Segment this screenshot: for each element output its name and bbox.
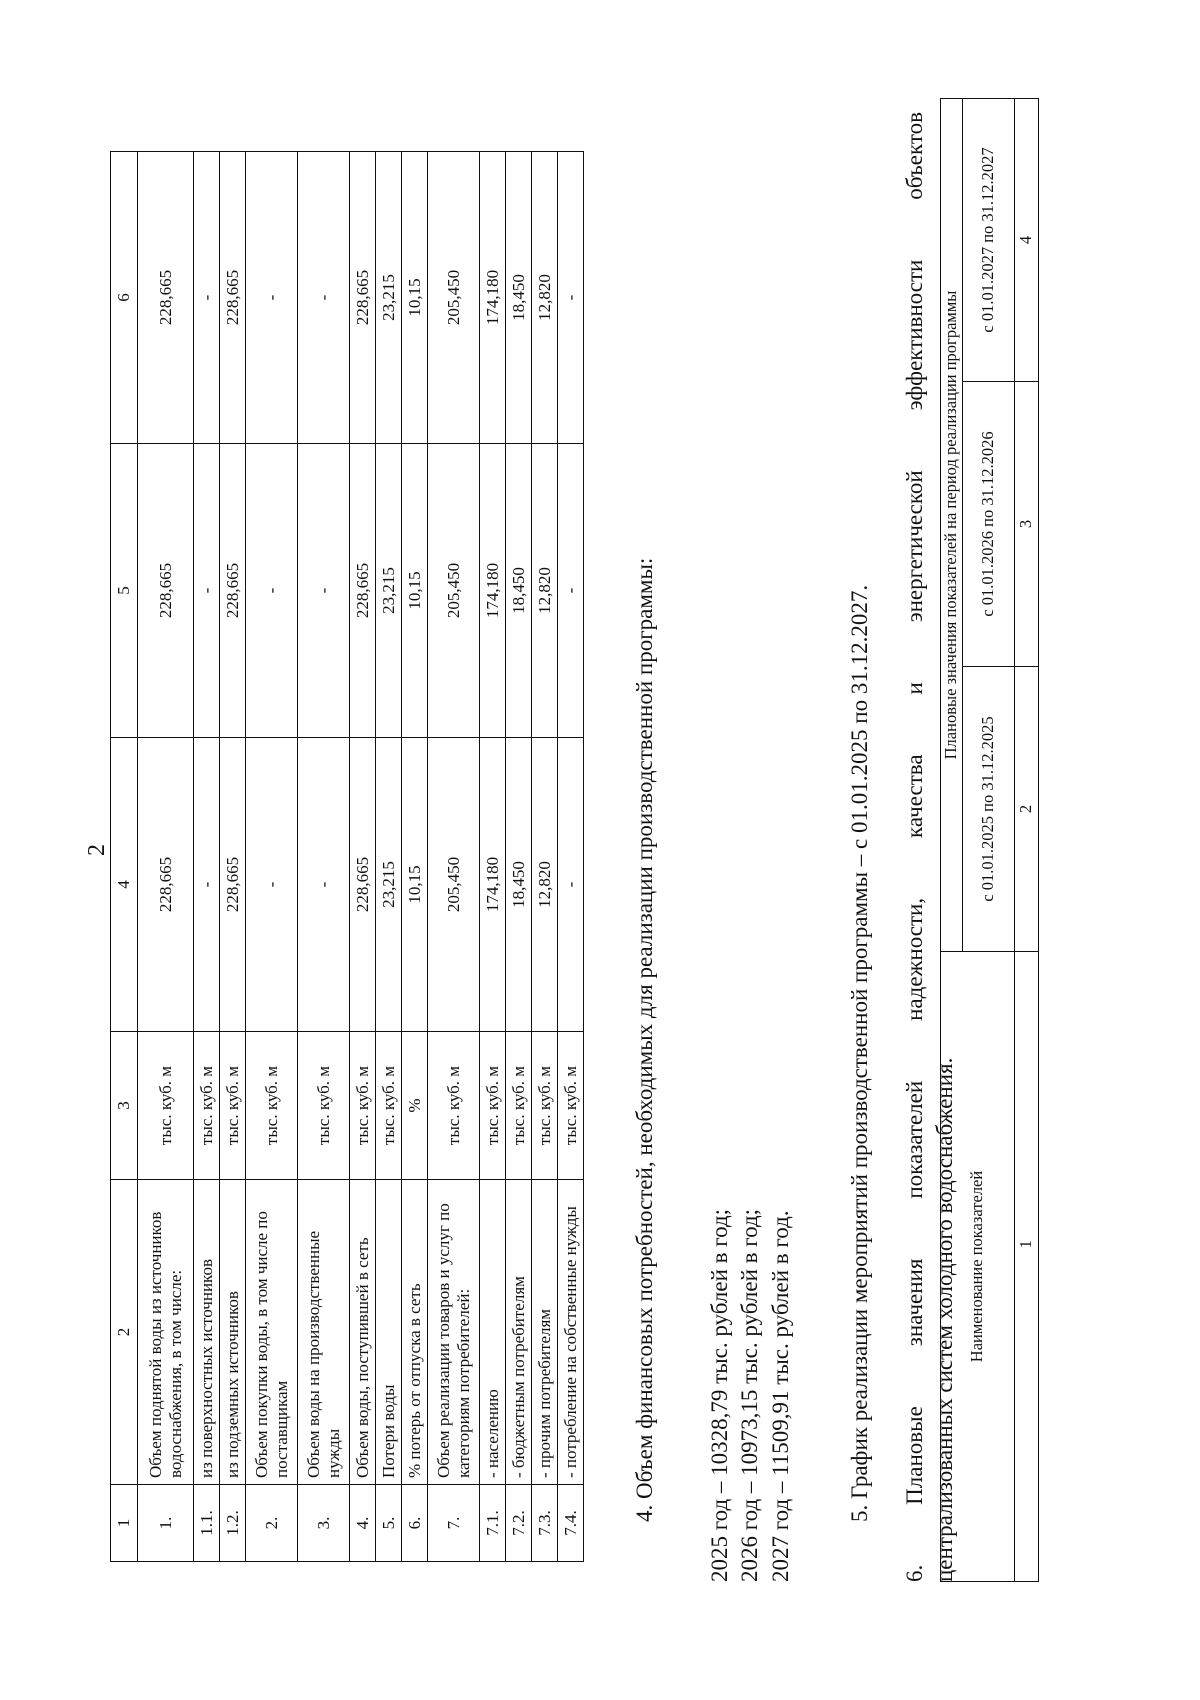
- unit-cell: тыс. куб. м: [532, 1032, 558, 1180]
- value-cell: 228,665: [350, 444, 376, 738]
- unit-cell: %: [402, 1032, 428, 1180]
- unit-cell: тыс. куб. м: [194, 1032, 220, 1180]
- indicator-name-cell: из подземных источников: [220, 1180, 246, 1485]
- financial-year-line: 2025 год – 10328,79 тыс. рублей в год;: [707, 1208, 732, 1582]
- row-number-cell: 2.: [246, 1485, 298, 1562]
- unit-cell: тыс. куб. м: [220, 1032, 246, 1180]
- value-cell: -: [298, 738, 350, 1032]
- indicator-name-cell: Объем реализации товаров и услуг по категориям потребителей:: [428, 1180, 480, 1485]
- header-cell: 2: [111, 1180, 138, 1485]
- value-cell: 174,180: [480, 444, 506, 738]
- unit-cell: тыс. куб. м: [376, 1032, 402, 1180]
- value-cell: 23,215: [376, 152, 402, 444]
- value-cell: -: [558, 152, 584, 444]
- table-row: [376, 152, 402, 1562]
- unit-cell: тыс. куб. м: [246, 1032, 298, 1180]
- table-row: [298, 152, 350, 1562]
- indicator-name-header: Наименование показателей: [941, 952, 1015, 1582]
- value-cell: 10,15: [402, 444, 428, 738]
- column-number-cell: 4: [1015, 98, 1039, 381]
- section-6-word: Плановые: [902, 1406, 927, 1505]
- unit-cell: тыс. куб. м: [138, 1032, 194, 1180]
- value-cell: 12,820: [532, 738, 558, 1032]
- table-row: [402, 152, 428, 1562]
- table-row: [532, 152, 558, 1562]
- indicator-name-cell: Объем покупки воды, в том числе по поставщикам: [246, 1180, 298, 1485]
- financial-needs-list: [705, 782, 796, 1582]
- indicator-name-cell: Объем воды, поступившей в сеть: [350, 1180, 376, 1485]
- row-number-cell: 6.: [402, 1485, 428, 1562]
- indicator-name-cell: - бюджетным потребителям: [506, 1180, 532, 1485]
- planned-values-group-header: Плановые значения показателей на период реализации программы: [941, 98, 963, 951]
- table-row: [350, 152, 376, 1562]
- table-row: [558, 152, 584, 1562]
- header-cell: 5: [111, 444, 138, 738]
- header-cell: 3: [111, 1032, 138, 1180]
- row-number-cell: 3.: [298, 1485, 350, 1562]
- indicator-name-cell: % потерь от отпуска в сеть: [402, 1180, 428, 1485]
- value-cell: -: [246, 738, 298, 1032]
- header-cell: 4: [111, 738, 138, 1032]
- value-cell: 228,665: [138, 738, 194, 1032]
- table-row: [194, 152, 220, 1562]
- row-number-cell: 7.4.: [558, 1485, 584, 1562]
- header-cell: 1: [111, 1485, 138, 1562]
- value-cell: 18,450: [506, 152, 532, 444]
- row-number-cell: 4.: [350, 1485, 376, 1562]
- section-6-number: 6.: [902, 1564, 927, 1582]
- value-cell: 12,820: [532, 444, 558, 738]
- value-cell: 228,665: [138, 444, 194, 738]
- column-number-cell: 2: [1015, 667, 1039, 952]
- page-number: 2: [84, 844, 110, 856]
- indicator-name-cell: - потребление на собственные нужды: [558, 1180, 584, 1485]
- row-number-cell: 7.1.: [480, 1485, 506, 1562]
- indicator-name-cell: Объем воды на производственные нужды: [298, 1180, 350, 1485]
- section-6-word: эффективности: [902, 259, 927, 411]
- value-cell: 12,820: [532, 152, 558, 444]
- indicator-name-cell: - населению: [480, 1180, 506, 1485]
- unit-cell: тыс. куб. м: [506, 1032, 532, 1180]
- value-cell: 205,450: [428, 738, 480, 1032]
- production-volumes-table: [110, 151, 584, 1562]
- indicator-name-cell: из поверхностных источников: [194, 1180, 220, 1485]
- column-number-cell: 3: [1015, 382, 1039, 667]
- value-cell: 18,450: [506, 738, 532, 1032]
- value-cell: 228,665: [350, 152, 376, 444]
- value-cell: -: [558, 444, 584, 738]
- value-cell: -: [246, 444, 298, 738]
- unit-cell: тыс. куб. м: [480, 1032, 506, 1180]
- unit-cell: тыс. куб. м: [350, 1032, 376, 1180]
- value-cell: 10,15: [402, 152, 428, 444]
- value-cell: 10,15: [402, 738, 428, 1032]
- value-cell: 174,180: [480, 152, 506, 444]
- section-6-word: качества: [902, 754, 927, 838]
- table-row: [506, 152, 532, 1562]
- indicator-name-cell: Объем поднятой воды из источников водоснабжения, в том числе:: [138, 1180, 194, 1485]
- column-number-cell: 1: [1015, 952, 1039, 1537]
- section-6-word: энергетической: [902, 470, 927, 623]
- section-6-word: значения: [902, 1258, 927, 1347]
- value-cell: 23,215: [376, 738, 402, 1032]
- table-row: [428, 152, 480, 1562]
- value-cell: -: [298, 152, 350, 444]
- value-cell: -: [558, 738, 584, 1032]
- section-6-word: надежности,: [902, 897, 927, 1021]
- table-row: [246, 152, 298, 1562]
- row-number-cell: 7.2.: [506, 1485, 532, 1562]
- financial-year-line: 2026 год – 10973,15 тыс. рублей в год;: [737, 1208, 763, 1582]
- table-header-row: [111, 152, 138, 1562]
- table-row: [220, 152, 246, 1562]
- unit-cell: тыс. куб. м: [558, 1032, 584, 1180]
- period-header: с 01.01.2025 по 31.12.2025: [963, 667, 1015, 952]
- value-cell: -: [194, 152, 220, 444]
- value-cell: 23,215: [376, 444, 402, 738]
- period-header: с 01.01.2027 по 31.12.2027: [963, 98, 1015, 381]
- section-6-word: объектов: [902, 112, 927, 200]
- value-cell: 228,665: [220, 152, 246, 444]
- value-cell: 228,665: [350, 738, 376, 1032]
- value-cell: 205,450: [428, 444, 480, 738]
- value-cell: 228,665: [220, 738, 246, 1032]
- value-cell: -: [194, 738, 220, 1032]
- section-4-title: 4. Объем финансовых потребностей, необходимых для реализации производственной программы:: [632, 557, 657, 1522]
- section-6-line-1: [900, 112, 930, 1582]
- value-cell: 174,180: [480, 738, 506, 1032]
- row-number-cell: 7.: [428, 1485, 480, 1562]
- table-row: [138, 152, 194, 1562]
- planned-indicators-table: [940, 98, 1039, 1582]
- section-6-word: показателей: [902, 1080, 927, 1199]
- section-6-line-2: централизованных систем холодного водоснабжения.: [932, 1057, 958, 1582]
- row-number-cell: 1.2.: [220, 1485, 246, 1562]
- header-cell: 6: [111, 152, 138, 444]
- value-cell: -: [194, 444, 220, 738]
- value-cell: 228,665: [220, 444, 246, 738]
- table-row: [480, 152, 506, 1562]
- financial-year-line: 2027 год – 11509,91 тыс. рублей в год.: [767, 1210, 793, 1582]
- value-cell: -: [298, 444, 350, 738]
- value-cell: -: [246, 152, 298, 444]
- section-5-schedule: 5. График реализации мероприятий производственной программы – с 01.01.2025 по 31.12.2027.: [847, 584, 872, 1522]
- value-cell: 18,450: [506, 444, 532, 738]
- indicator-name-cell: Потери воды: [376, 1180, 402, 1485]
- indicator-name-cell: - прочим потребителям: [532, 1180, 558, 1485]
- number-cell-empty: [1015, 1537, 1039, 1582]
- value-cell: 228,665: [138, 152, 194, 444]
- value-cell: 205,450: [428, 152, 480, 444]
- unit-cell: тыс. куб. м: [428, 1032, 480, 1180]
- row-number-cell: 1.1.: [194, 1485, 220, 1562]
- unit-cell: тыс. куб. м: [298, 1032, 350, 1180]
- row-number-cell: 1.: [138, 1485, 194, 1562]
- section-6-word: и: [902, 682, 927, 695]
- period-header: с 01.01.2026 по 31.12.2026: [963, 382, 1015, 667]
- row-number-cell: 7.3.: [532, 1485, 558, 1562]
- row-number-cell: 5.: [376, 1485, 402, 1562]
